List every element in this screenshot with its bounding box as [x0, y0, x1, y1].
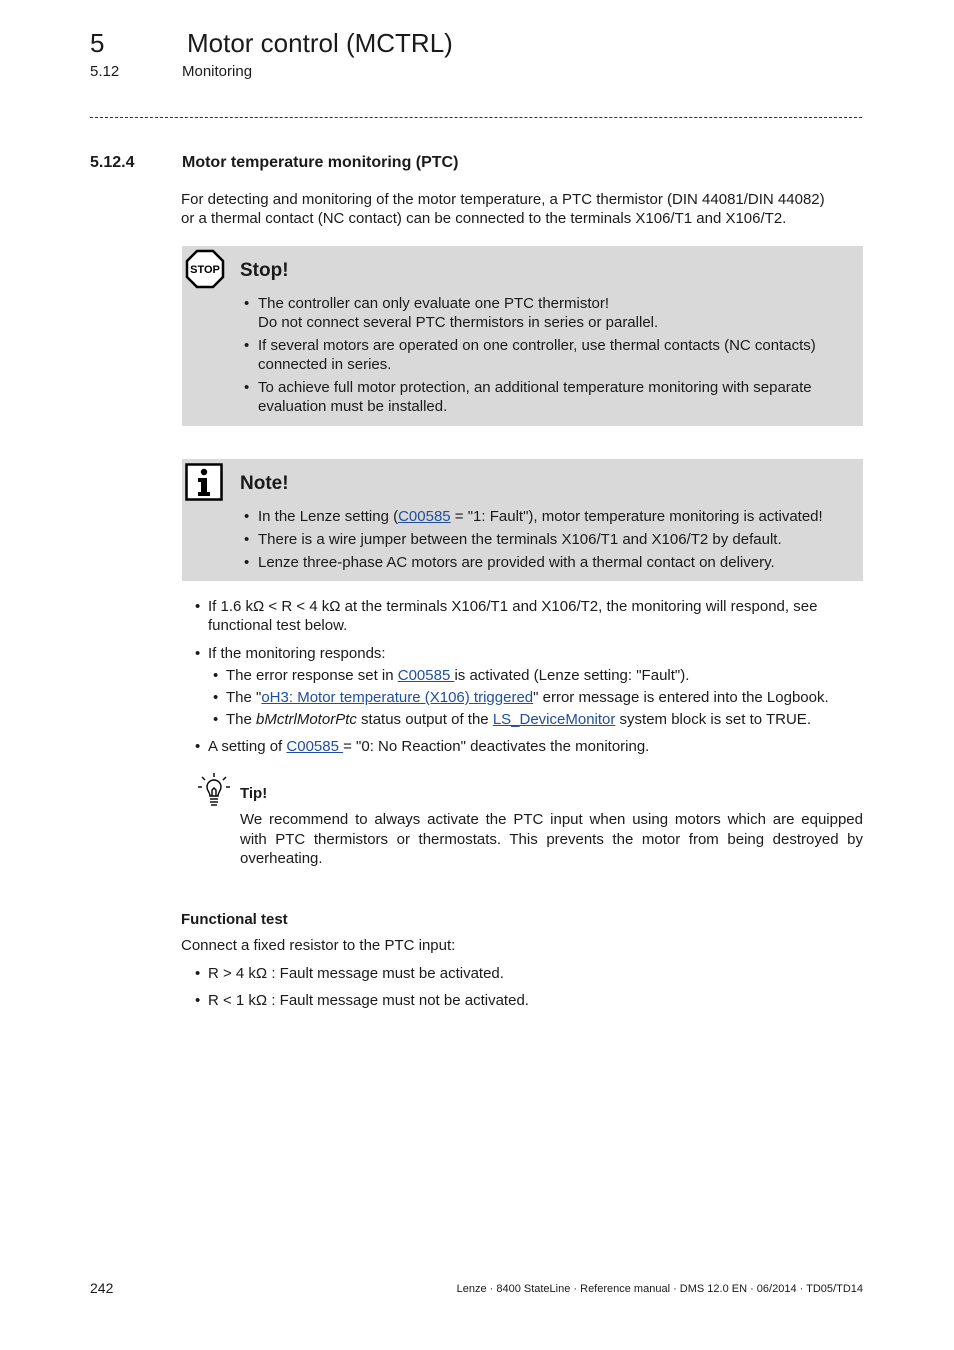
info-icon	[185, 463, 223, 501]
list-item: • There is a wire jumper between the terminals X106/T1 and X106/T2 by default.	[244, 530, 849, 549]
note-title: Note!	[240, 473, 289, 494]
stop-sign-icon	[185, 249, 225, 289]
header-divider	[90, 117, 862, 118]
section-number: 5.12	[90, 63, 120, 80]
subsection-number: 5.12.4	[90, 154, 135, 171]
tip-title: Tip!	[240, 785, 268, 802]
list-item: • R < 1 kΩ : Fault message must not be activated.	[195, 991, 865, 1010]
page-number: 242	[90, 1280, 114, 1296]
chapter-number: 5	[90, 28, 105, 58]
functional-test-list	[195, 964, 865, 1010]
svg-text:STOP: STOP	[190, 264, 220, 276]
tip-text: We recommend to always activate the PTC input when using motors which are equipped with PTC thermistors or thermostats. This prevents the motor from being destroyed by overheating.	[240, 811, 863, 867]
c00585-link[interactable]: C00585	[286, 738, 344, 755]
monitoring-list	[195, 597, 865, 756]
list-item: • The bMctrlMotorPtc status output of the LS_DeviceMonitor system block is set to TRUE.	[208, 710, 865, 729]
list-item: • If 1.6 kΩ < R < 4 kΩ at the terminals X106/T1 and X106/T2, the monitoring will respond, see functional test below.	[195, 597, 865, 635]
c00585-link[interactable]: C00585	[397, 667, 455, 684]
response-sublist	[208, 666, 865, 729]
intro-line-2: or a thermal contact (NC contact) can be connected to the terminals X106/T1 and X106/T2.	[181, 210, 787, 227]
list-item: • The error response set in C00585 is activated (Lenze setting: "Fault").	[208, 666, 865, 685]
lightbulb-icon	[196, 772, 232, 808]
oh3-error-link[interactable]: oH3: Motor temperature (X106) triggered	[261, 689, 534, 706]
footer-text: Lenze · 8400 StateLine · Reference manual · DMS 12.0 EN · 06/2014 · TD05/TD14	[456, 1283, 863, 1295]
list-item: • R > 4 kΩ : Fault message must be activated.	[195, 964, 865, 983]
note-list	[244, 507, 849, 576]
section-title: Monitoring	[182, 63, 253, 80]
functional-test-intro: Connect a fixed resistor to the PTC input:	[181, 937, 456, 954]
list-item: • If the monitoring responds: • The error response set in C00585 is activated (Lenze setting: "Fault"). • The "oH3: Motor temperature (X106) triggered" error message is entered into the Logbook. • The bMctrlMotorPtc status output of the LS_DeviceMonitor system block is set to TRUE.	[195, 644, 865, 729]
stop-title: Stop!	[240, 260, 289, 281]
list-item: • A setting of C00585 = "0: No Reaction" deactivates the monitoring.	[195, 737, 865, 756]
stop-box	[182, 246, 863, 426]
list-item: • The controller can only evaluate one PTC thermistor! Do not connect several PTC thermistors in series or parallel.	[244, 294, 849, 332]
functional-test-heading: Functional test	[181, 911, 288, 928]
intro-line-1: For detecting and monitoring of the motor temperature, a PTC thermistor (DIN 44081/DIN 44082)	[181, 191, 825, 208]
stop-list	[244, 294, 849, 420]
chapter-title: Motor control (MCTRL)	[187, 28, 453, 58]
note-box	[182, 459, 863, 581]
ls-devicemonitor-link[interactable]: LS_DeviceMonitor	[492, 711, 616, 728]
list-item: • If several motors are operated on one controller, use thermal contacts (NC contacts) connected in series.	[244, 336, 849, 374]
list-item: • To achieve full motor protection, an additional temperature monitoring with separate evaluation must be installed.	[244, 378, 849, 416]
list-item: • The "oH3: Motor temperature (X106) triggered" error message is entered into the Logbook.	[208, 688, 865, 707]
list-item: • Lenze three-phase AC motors are provided with a thermal contact on delivery.	[244, 553, 849, 572]
subsection-title: Motor temperature monitoring (PTC)	[182, 154, 459, 171]
c00585-link[interactable]: C00585	[398, 508, 451, 525]
list-item: • In the Lenze setting (C00585 = "1: Fault"), motor temperature monitoring is activated!	[244, 507, 849, 526]
intro-paragraph	[181, 190, 863, 228]
